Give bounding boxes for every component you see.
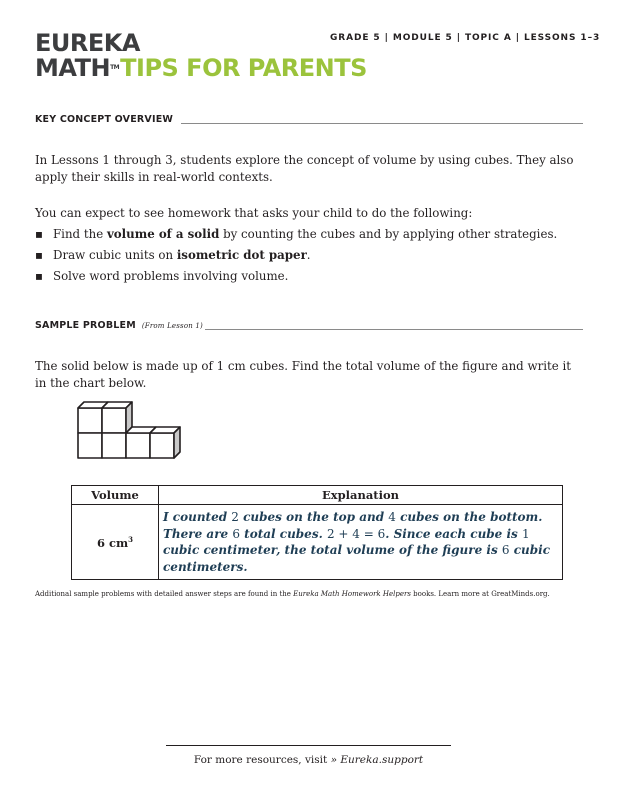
source-note: (From Lesson 1)	[141, 322, 203, 330]
cube-bottom-1	[78, 433, 102, 458]
logo-trademark: TM	[110, 64, 120, 71]
list-item	[35, 247, 585, 268]
explanation-segment: 6	[232, 526, 240, 541]
list-item	[35, 268, 585, 289]
volume-header: Volume	[72, 486, 159, 505]
footnote: Additional sample problems with detailed answer steps are found in the Eureka Math Homework Helpers books. Learn more at GreatMinds.org.	[35, 590, 550, 598]
bullet-icon: ▪	[35, 227, 43, 241]
expect-paragraph: You can expect to see homework that asks your child to do the following:	[35, 206, 473, 220]
book-title: Eureka Math Homework Helpers	[293, 590, 411, 598]
list-item-text: Find the	[53, 227, 107, 241]
explanation-segment: I counted	[163, 510, 232, 524]
cube-bottom-2	[102, 433, 126, 458]
eureka-support-link[interactable]: Eureka.support	[340, 754, 424, 766]
list-item	[35, 226, 585, 247]
breadcrumb: GRADE 5 | MODULE 5 | TOPIC A | LESSONS 1–3	[330, 33, 601, 43]
footer-resources: For more resources, visit » Eureka.support	[193, 754, 424, 766]
explanation-segment: 4	[388, 510, 396, 524]
volume-answer	[72, 505, 159, 580]
list-item-text: Draw cubic units on	[53, 248, 177, 262]
explanation-segment: . Since each cube is	[385, 526, 522, 541]
explanation-segment: 1	[522, 526, 530, 541]
table-row	[72, 505, 563, 580]
homework-list	[35, 226, 585, 289]
problem-prompt: The solid below is made up of 1 cm cubes. Find the total volume of the figure and write it in the chart below.	[35, 359, 571, 390]
section-divider	[205, 329, 583, 330]
cube-figure	[76, 398, 188, 460]
logo-line	[35, 56, 367, 80]
explanation-segment: 6	[501, 543, 510, 557]
explanation-segment: 2	[231, 510, 239, 524]
explanation-segment: total cubes.	[239, 526, 327, 541]
explanation-segment: cubes on the top and	[238, 510, 389, 524]
chevron-right-icon: »	[330, 754, 338, 766]
sample-problem-title: SAMPLE PROBLEM	[35, 320, 136, 331]
explanation-header: Explanation	[159, 486, 563, 505]
bullet-icon: ▪	[35, 269, 43, 283]
list-item-text: Solve word problems involving volume.	[53, 269, 289, 283]
sample-problem-heading	[35, 320, 203, 331]
intro-paragraph: In Lessons 1 through 3, students explore the concept of volume by using cubes. They also apply their skills in real-world contexts.	[35, 153, 574, 184]
footer-divider	[166, 745, 451, 746]
cube-bottom-4	[150, 427, 180, 458]
logo-tips-for-parents: TIPS FOR PARENTS	[120, 54, 367, 82]
logo-eureka: EUREKA	[35, 29, 140, 57]
cube-top-2	[102, 402, 132, 433]
section-divider	[181, 123, 583, 124]
table-header-row	[72, 486, 563, 505]
bullet-icon: ▪	[35, 248, 43, 262]
list-item-bold: isometric dot paper	[176, 248, 307, 262]
explanation-segment: cubes on the bottom. There are	[163, 510, 543, 541]
volume-value: 6 cm	[96, 535, 129, 550]
explanation-segment: 2 + 4 = 6	[326, 526, 386, 541]
key-concept-heading: KEY CONCEPT OVERVIEW	[35, 114, 174, 125]
list-item-text: .	[306, 248, 311, 262]
explanation-segment: cubic centimeters.	[163, 543, 550, 574]
list-item-bold: volume of a solid	[106, 227, 220, 241]
logo-math: MATH	[35, 54, 111, 82]
volume-exponent: 3	[128, 534, 134, 544]
explanation-segment: cubic centimeter, the total volume of the figure is	[163, 543, 502, 557]
explanation-answer	[159, 505, 563, 580]
answer-table	[71, 485, 563, 580]
list-item-text: by counting the cubes and by applying other strategies.	[219, 227, 558, 241]
